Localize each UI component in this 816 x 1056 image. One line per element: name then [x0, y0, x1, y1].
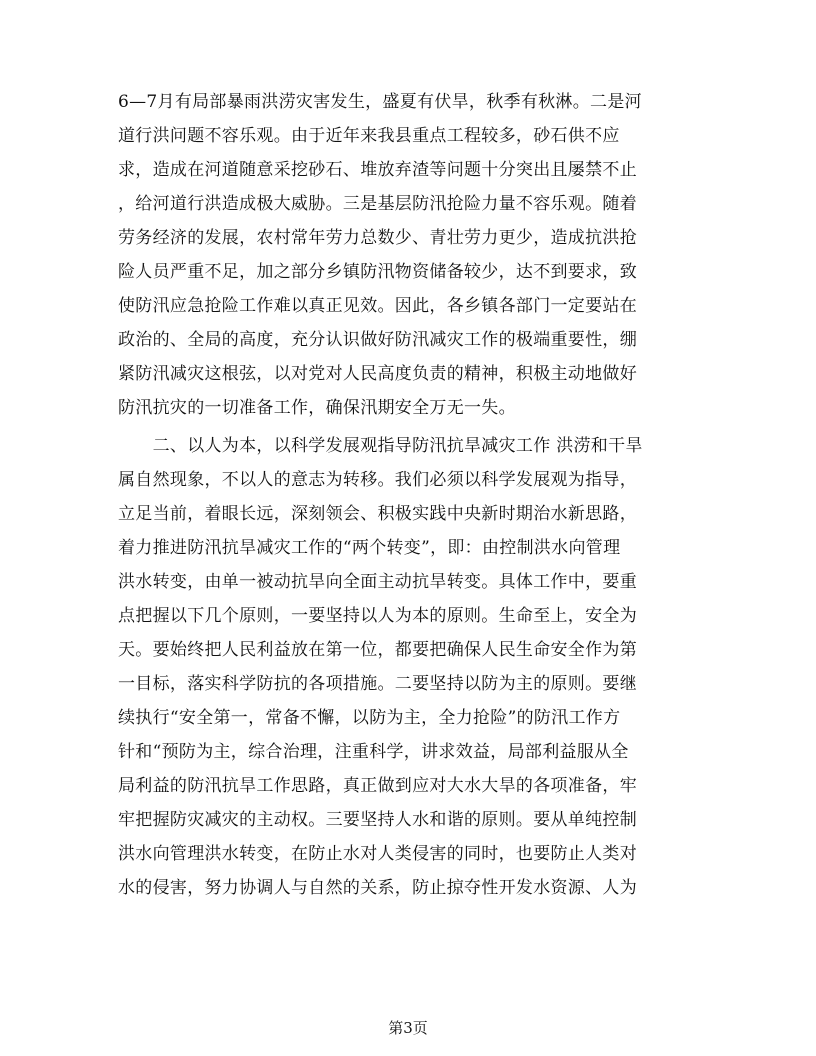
- body-line: 续执行“安全第一，常备不懈，以防为主，全力抢险”的防汛工作方: [118, 708, 621, 728]
- body-line: ，给河道行洪造成极大威胁。三是基层防汛抢险力量不容乐观。随着: [118, 194, 637, 214]
- body-line: 牢把握防灾减灾的主动权。三要坚持人水和谐的原则。要从单纯控制: [118, 810, 637, 830]
- body-line: 针和“预防为主，综合治理，注重科学，讲求效益，局部利益服从全: [118, 742, 629, 762]
- body-line: 水的侵害，努力协调人与自然的关系，防止掠夺性开发水资源、人为: [118, 878, 637, 898]
- body-line: 劳务经济的发展，农村常年劳力总数少、青壮劳力更少，造成抗洪抢: [118, 228, 637, 248]
- body-line: 局利益的防汛抗旱工作思路，真正做到应对大水大旱的各项准备，牢: [118, 776, 637, 796]
- body-line: 属自然现象，不以人的意志为转移。我们必须以科学发展观为指导，: [118, 470, 637, 490]
- body-line: 点把握以下几个原则，一要坚持以人为本的原则。生命至上，安全为: [118, 606, 637, 626]
- body-line: 政治的、全局的高度，充分认识做好防汛减灾工作的极端重要性，绷: [118, 330, 637, 350]
- body-line: 险人员严重不足，加之部分乡镇防汛物资储备较少，达不到要求，致: [118, 262, 637, 282]
- body-line: 6—7月有局部暴雨洪涝灾害发生，盛夏有伏旱，秋季有秋淋。二是河: [118, 92, 642, 112]
- body-line: 二、以人为本，以科学发展观指导防汛抗旱减灾工作 洪涝和干旱: [118, 436, 643, 456]
- body-line: 洪水转变，由单一被动抗旱向全面主动抗旱转变。具体工作中，要重: [118, 572, 637, 592]
- body-line: 天。要始终把人民利益放在第一位，都要把确保人民生命安全作为第: [118, 640, 637, 660]
- body-line: 一目标，落实科学防抗的各项措施。二要坚持以防为主的原则。要继: [118, 674, 637, 694]
- body-line: 洪水向管理洪水转变，在防止水对人类侵害的同时，也要防止人类对: [118, 844, 637, 864]
- body-line: 着力推进防汛抗旱减灾工作的“两个转变”，即：由控制洪水向管理: [118, 538, 621, 558]
- body-line: 防汛抗灾的一切准备工作，确保汛期安全万无一失。: [118, 398, 516, 418]
- body-line: 紧防汛减灾这根弦，以对党对人民高度负责的精神，积极主动地做好: [118, 364, 637, 384]
- body-line: 求，造成在河道随意采挖砂石、堆放弃渣等问题十分突出且屡禁不止: [118, 160, 637, 180]
- body-line: 使防汛应急抢险工作难以真正见效。因此，各乡镇各部门一定要站在: [118, 296, 637, 316]
- body-line: 立足当前，着眼长远，深刻领会、积极实践中央新时期治水新思路，: [118, 504, 637, 524]
- page-number: 第3页: [388, 1019, 428, 1037]
- body-line: 道行洪问题不容乐观。由于近年来我县重点工程较多，砂石供不应: [118, 126, 620, 146]
